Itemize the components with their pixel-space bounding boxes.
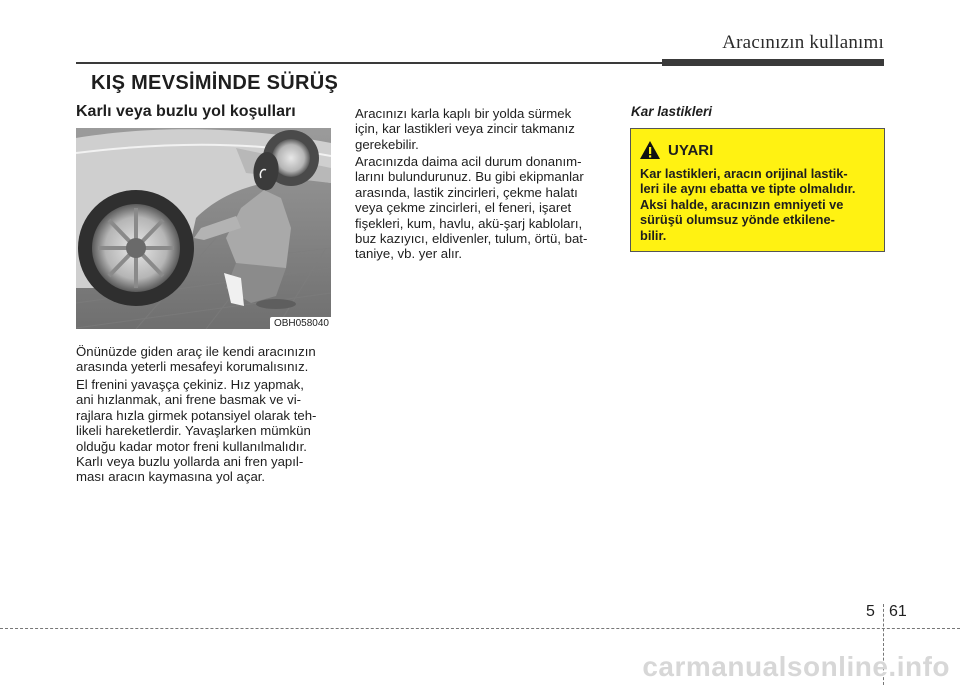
warning-text: Kar lastikleri, aracın orijinal lastik- leri ile aynı ebatta ve tipte olmalıdır. Aksi halde, aracınızın emniyeti ve sürüşü olumsuz yönde etkilene- bilir. bbox=[640, 166, 856, 243]
paragraph-parking-brake: El frenini yavaşça çekiniz. Hız yapmak, ani hızlanmak, ani frene basmak ve vi- rajlara hızla girmek potansiyel olarak teh- likeli hareketlerdir. Yavaşlarken mümkün olduğu kadar motor freni kullanılmalıdır. Karlı veya buzlu yollarda ani fren yapıl- ması aracın kaymasına yol açar. bbox=[76, 377, 317, 485]
woman-checking-tire-photo bbox=[76, 128, 331, 329]
page-number: 61 bbox=[889, 603, 907, 620]
snow-tires-heading: Kar lastikleri bbox=[631, 104, 713, 119]
header-title: Aracınızın kullanımı bbox=[722, 32, 884, 53]
warning-triangle-icon bbox=[639, 140, 661, 160]
warning-header bbox=[639, 140, 713, 160]
paragraph-following-distance: Önünüzde giden araç ile kendi aracınızın arasında yeterli mesafeyi korumalısınız. bbox=[76, 344, 316, 375]
header-rule bbox=[76, 62, 666, 64]
paragraph-snow-chains: Aracınızı karla kaplı bir yolda sürmek için, kar lastikleri veya zincir takmanız gerekebilir. bbox=[355, 106, 575, 152]
watermark: carmanualsonline.info bbox=[642, 651, 950, 682]
left-heading: Karlı veya buzlu yol koşulları bbox=[76, 103, 296, 120]
paragraph-emergency-equipment: Aracınızda daima acil durum donanım- larını bulundurunuz. Bu gibi ekipmanlar arasında, lastik zincirleri, çekme halatı veya çekme zincirleri, el feneri, işaret fişekleri, kum, havlu, akü-şarj kabloları, buz kazıyıcı, eldivenler, tulum, örtü, bat- taniye, vb. yer alır. bbox=[355, 154, 588, 262]
section-title: KIŞ MEVSİMİNDE SÜRÜŞ bbox=[91, 72, 339, 94]
photo-illustration bbox=[76, 128, 331, 329]
warning-title: UYARI bbox=[668, 141, 714, 159]
footer-rule bbox=[0, 628, 960, 629]
chapter-number: 5 bbox=[866, 603, 875, 620]
image-code-label: OBH058040 bbox=[270, 317, 331, 329]
header-rule-thick bbox=[662, 59, 884, 66]
warning-box bbox=[630, 128, 885, 252]
